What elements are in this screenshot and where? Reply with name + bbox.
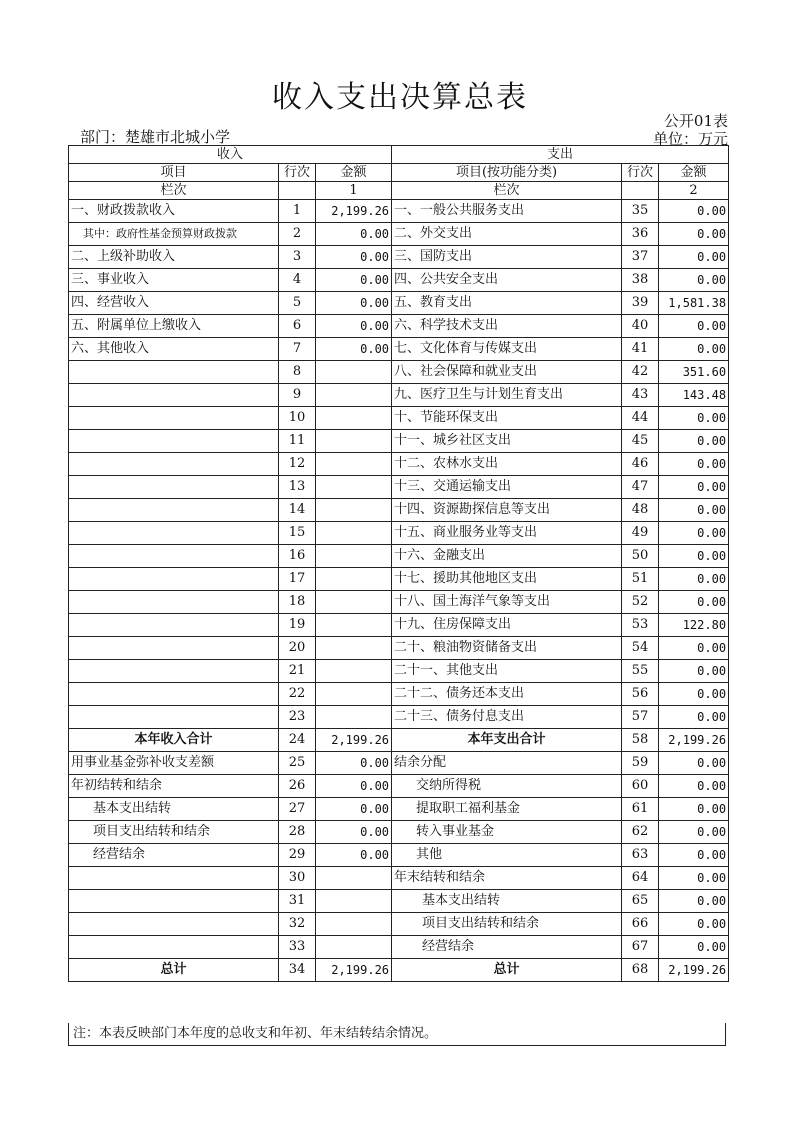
income-amount-cell: 0.00: [316, 315, 392, 338]
income-amount-cell: [316, 936, 392, 959]
income-item-cell: 其中：政府性基金预算财政拨款: [69, 223, 279, 246]
expense-rowno-cell: 44: [622, 407, 659, 430]
income-rowno-cell: 23: [279, 706, 316, 729]
income-item-cell: [69, 545, 279, 568]
expense-amount-cell: 0.00: [659, 913, 729, 936]
expense-rowno-cell: 65: [622, 890, 659, 913]
income-rowno-cell: 22: [279, 683, 316, 706]
expense-amount-cell: 2,199.26: [659, 729, 729, 752]
income-amount-cell: [316, 361, 392, 384]
expense-amount-header: 金额: [659, 164, 729, 182]
income-item-cell: [69, 430, 279, 453]
income-rowno-cell: 1: [279, 200, 316, 223]
expense-rowno-cell: 63: [622, 844, 659, 867]
expense-rowno-cell: 48: [622, 499, 659, 522]
expense-item-cell: 三、国防支出: [392, 246, 622, 269]
income-amount-cell: 0.00: [316, 223, 392, 246]
expense-item-cell: 经营结余: [392, 936, 622, 959]
income-col-blank: [279, 182, 316, 200]
income-amount-cell: [316, 706, 392, 729]
table-row: [69, 315, 729, 338]
income-rowno-cell: 33: [279, 936, 316, 959]
expense-item-cell: 七、文化体育与传媒支出: [392, 338, 622, 361]
income-rowno-cell: 4: [279, 269, 316, 292]
expense-item-cell: 二十一、其他支出: [392, 660, 622, 683]
income-amount-cell: [316, 476, 392, 499]
expense-amount-cell: 0.00: [659, 683, 729, 706]
expense-amount-cell: 122.80: [659, 614, 729, 637]
income-amount-cell: [316, 913, 392, 936]
expense-item-cell: 二十二、债务还本支出: [392, 683, 622, 706]
expense-rowno-cell: 61: [622, 798, 659, 821]
income-rowno-cell: 31: [279, 890, 316, 913]
unit-label: 单位：万元: [652, 130, 728, 148]
income-item-cell: 本年收入合计: [69, 729, 279, 752]
expense-rowno-cell: 39: [622, 292, 659, 315]
income-item-cell: [69, 637, 279, 660]
table-row: [69, 522, 729, 545]
income-rowno-cell: 3: [279, 246, 316, 269]
expense-item-cell: 八、社会保障和就业支出: [392, 361, 622, 384]
table-row: [69, 752, 729, 775]
table-row: [69, 246, 729, 269]
table-row: [69, 407, 729, 430]
expense-rowno-cell: 59: [622, 752, 659, 775]
expense-item-cell: 四、公共安全支出: [392, 269, 622, 292]
income-rowno-cell: 7: [279, 338, 316, 361]
expense-amount-cell: 351.60: [659, 361, 729, 384]
income-item-cell: 一、财政拨款收入: [69, 200, 279, 223]
income-rowno-cell: 19: [279, 614, 316, 637]
income-rowno-cell: 11: [279, 430, 316, 453]
income-amount-cell: 0.00: [316, 798, 392, 821]
income-item-cell: [69, 890, 279, 913]
expense-rowno-cell: 52: [622, 591, 659, 614]
expense-rowno-cell: 46: [622, 453, 659, 476]
expense-rowno-cell: 55: [622, 660, 659, 683]
expense-item-cell: 十二、农林水支出: [392, 453, 622, 476]
income-rowno-cell: 26: [279, 775, 316, 798]
income-item-cell: 基本支出结转: [69, 798, 279, 821]
expense-amount-cell: 0.00: [659, 591, 729, 614]
income-rowno-cell: 32: [279, 913, 316, 936]
expense-item-cell: 十六、金融支出: [392, 545, 622, 568]
expense-amount-cell: 1,581.38: [659, 292, 729, 315]
table-row: [69, 844, 729, 867]
expense-item-cell: 二十三、债务付息支出: [392, 706, 622, 729]
expense-amount-cell: 0.00: [659, 499, 729, 522]
income-item-cell: 用事业基金弥补收支差额: [69, 752, 279, 775]
income-amount-cell: 0.00: [316, 292, 392, 315]
income-rowno-cell: 27: [279, 798, 316, 821]
income-rowno-cell: 10: [279, 407, 316, 430]
income-rowno-cell: 34: [279, 959, 316, 982]
header-row-sections: [69, 146, 729, 164]
expense-item-cell: 十四、资源勘探信息等支出: [392, 499, 622, 522]
expense-item-cell: 十九、住房保障支出: [392, 614, 622, 637]
income-item-cell: [69, 568, 279, 591]
table-row: [69, 200, 729, 223]
table-row: [69, 798, 729, 821]
header-row-columns: [69, 164, 729, 182]
income-rowno-cell: 20: [279, 637, 316, 660]
expense-amount-cell: 0.00: [659, 545, 729, 568]
income-item-cell: [69, 453, 279, 476]
income-item-cell: [69, 591, 279, 614]
table-row: [69, 453, 729, 476]
expense-item-cell: 五、教育支出: [392, 292, 622, 315]
table-row: [69, 269, 729, 292]
income-amount-cell: 2,199.26: [316, 200, 392, 223]
table-row: [69, 775, 729, 798]
income-item-cell: [69, 407, 279, 430]
expense-amount-cell: 0.00: [659, 798, 729, 821]
table-row: [69, 476, 729, 499]
table-row: [69, 729, 729, 752]
expense-amount-cell: 0.00: [659, 476, 729, 499]
expense-rowno-cell: 54: [622, 637, 659, 660]
expense-rowno-cell: 56: [622, 683, 659, 706]
expense-amount-cell: 0.00: [659, 430, 729, 453]
income-rowno-cell: 5: [279, 292, 316, 315]
table-row: [69, 292, 729, 315]
expense-item-cell: 十一、城乡社区支出: [392, 430, 622, 453]
income-amount-cell: [316, 637, 392, 660]
expense-rowno-cell: 40: [622, 315, 659, 338]
income-item-cell: [69, 476, 279, 499]
income-rowno-cell: 17: [279, 568, 316, 591]
income-item-cell: 六、其他收入: [69, 338, 279, 361]
income-amount-header: 金额: [316, 164, 392, 182]
table-note: 注：本表反映部门本年度的总收支和年初、年末结转结余情况。: [68, 1023, 726, 1046]
income-item-cell: 年初结转和结余: [69, 775, 279, 798]
income-amount-cell: [316, 890, 392, 913]
expense-amount-cell: 0.00: [659, 246, 729, 269]
income-amount-cell: 2,199.26: [316, 959, 392, 982]
income-amount-cell: 0.00: [316, 246, 392, 269]
expense-rowno-cell: 53: [622, 614, 659, 637]
income-item-cell: [69, 614, 279, 637]
expense-rowno-cell: 67: [622, 936, 659, 959]
income-rowno-cell: 24: [279, 729, 316, 752]
expense-amount-cell: 0.00: [659, 936, 729, 959]
expense-rowno-cell: 47: [622, 476, 659, 499]
table-row: [69, 614, 729, 637]
expense-amount-cell: 0.00: [659, 269, 729, 292]
expense-item-cell: 二十、粮油物资储备支出: [392, 637, 622, 660]
expense-rowno-cell: 62: [622, 821, 659, 844]
income-item-cell: [69, 384, 279, 407]
expense-amount-cell: 0.00: [659, 752, 729, 775]
income-amount-cell: 0.00: [316, 775, 392, 798]
income-col-label: 栏次: [69, 182, 279, 200]
income-rowno-cell: 6: [279, 315, 316, 338]
income-amount-cell: [316, 499, 392, 522]
income-amount-cell: [316, 614, 392, 637]
income-item-cell: 总计: [69, 959, 279, 982]
department-label: 部门：楚雄市北城小学: [80, 128, 231, 146]
expense-item-cell: 九、医疗卫生与计划生育支出: [392, 384, 622, 407]
expense-rowno-cell: 43: [622, 384, 659, 407]
table-row: [69, 637, 729, 660]
income-rowno-cell: 16: [279, 545, 316, 568]
income-item-cell: 四、经营收入: [69, 292, 279, 315]
table-row: [69, 660, 729, 683]
expense-rowno-cell: 36: [622, 223, 659, 246]
income-amount-cell: [316, 430, 392, 453]
income-col-index: 1: [316, 182, 392, 200]
expense-rowno-cell: 60: [622, 775, 659, 798]
income-rowno-cell: 9: [279, 384, 316, 407]
income-item-cell: [69, 867, 279, 890]
expense-item-cell: 年末结转和结余: [392, 867, 622, 890]
expense-item-cell: 十八、国土海洋气象等支出: [392, 591, 622, 614]
expense-col-blank: [622, 182, 659, 200]
income-item-cell: [69, 499, 279, 522]
page-title: 收入支出决算总表: [272, 80, 528, 115]
income-amount-cell: [316, 545, 392, 568]
income-amount-cell: [316, 453, 392, 476]
income-rowno-cell: 30: [279, 867, 316, 890]
income-item-cell: [69, 683, 279, 706]
expense-col-index: 2: [659, 182, 729, 200]
income-amount-cell: [316, 660, 392, 683]
form-number: 公开01表: [663, 112, 728, 130]
income-rowno-cell: 8: [279, 361, 316, 384]
table-row: [69, 430, 729, 453]
income-item-cell: [69, 660, 279, 683]
income-section-header: 收入: [69, 146, 392, 164]
expense-section-header: 支出: [392, 146, 729, 164]
table-row: [69, 913, 729, 936]
income-rowno-cell: 12: [279, 453, 316, 476]
expense-rowno-cell: 41: [622, 338, 659, 361]
expense-rowno-cell: 35: [622, 200, 659, 223]
expense-rowno-cell: 64: [622, 867, 659, 890]
income-amount-cell: 2,199.26: [316, 729, 392, 752]
table-row: [69, 568, 729, 591]
expense-amount-cell: 0.00: [659, 821, 729, 844]
expense-item-cell: 十五、商业服务业等支出: [392, 522, 622, 545]
table-row: [69, 338, 729, 361]
expense-item-cell: 基本支出结转: [392, 890, 622, 913]
expense-amount-cell: 0.00: [659, 867, 729, 890]
expense-item-cell: 项目支出结转和结余: [392, 913, 622, 936]
expense-amount-cell: 0.00: [659, 660, 729, 683]
expense-item-cell: 结余分配: [392, 752, 622, 775]
income-rowno-cell: 13: [279, 476, 316, 499]
income-amount-cell: [316, 568, 392, 591]
income-rowno-cell: 14: [279, 499, 316, 522]
expense-item-cell: 其他: [392, 844, 622, 867]
expense-rowno-cell: 37: [622, 246, 659, 269]
income-rowno-cell: 29: [279, 844, 316, 867]
income-rowno-cell: 2: [279, 223, 316, 246]
expense-col-label: 栏次: [392, 182, 622, 200]
expense-amount-cell: 0.00: [659, 890, 729, 913]
expense-item-cell: 转入事业基金: [392, 821, 622, 844]
income-amount-cell: 0.00: [316, 338, 392, 361]
expense-amount-cell: 0.00: [659, 522, 729, 545]
income-rowno-cell: 25: [279, 752, 316, 775]
expense-item-cell: 总计: [392, 959, 622, 982]
income-item-cell: [69, 361, 279, 384]
expense-amount-cell: 0.00: [659, 315, 729, 338]
expense-rowno-cell: 45: [622, 430, 659, 453]
table-row: [69, 384, 729, 407]
table-row: [69, 683, 729, 706]
table-row: [69, 499, 729, 522]
table-row: [69, 821, 729, 844]
income-item-cell: 经营结余: [69, 844, 279, 867]
table-row: [69, 890, 729, 913]
table-row: [69, 867, 729, 890]
expense-item-cell: 交纳所得税: [392, 775, 622, 798]
expense-amount-cell: 0.00: [659, 706, 729, 729]
expense-rowno-header: 行次: [622, 164, 659, 182]
income-item-cell: [69, 706, 279, 729]
header-row-column-index: [69, 182, 729, 200]
income-amount-cell: 0.00: [316, 269, 392, 292]
expense-amount-cell: 2,199.26: [659, 959, 729, 982]
expense-rowno-cell: 49: [622, 522, 659, 545]
income-amount-cell: 0.00: [316, 821, 392, 844]
expense-amount-cell: 0.00: [659, 775, 729, 798]
table-row: [69, 959, 729, 982]
income-item-cell: 三、事业收入: [69, 269, 279, 292]
income-amount-cell: [316, 384, 392, 407]
expense-rowno-cell: 66: [622, 913, 659, 936]
income-amount-cell: [316, 591, 392, 614]
income-item-cell: [69, 522, 279, 545]
income-item-cell: [69, 913, 279, 936]
income-item-cell: 二、上级补助收入: [69, 246, 279, 269]
income-item-cell: 项目支出结转和结余: [69, 821, 279, 844]
income-rowno-header: 行次: [279, 164, 316, 182]
income-amount-cell: [316, 522, 392, 545]
income-item-header: 项目: [69, 164, 279, 182]
expense-rowno-cell: 50: [622, 545, 659, 568]
income-rowno-cell: 15: [279, 522, 316, 545]
income-amount-cell: [316, 683, 392, 706]
expense-amount-cell: 143.48: [659, 384, 729, 407]
expense-amount-cell: 0.00: [659, 200, 729, 223]
income-item-cell: 五、附属单位上缴收入: [69, 315, 279, 338]
income-amount-cell: 0.00: [316, 844, 392, 867]
expense-item-cell: 一、一般公共服务支出: [392, 200, 622, 223]
expense-amount-cell: 0.00: [659, 637, 729, 660]
expense-rowno-cell: 38: [622, 269, 659, 292]
expense-item-cell: 二、外交支出: [392, 223, 622, 246]
expense-item-cell: 提取职工福利基金: [392, 798, 622, 821]
expense-item-cell: 本年支出合计: [392, 729, 622, 752]
income-item-cell: [69, 936, 279, 959]
expense-amount-cell: 0.00: [659, 453, 729, 476]
expense-item-cell: 十三、交通运输支出: [392, 476, 622, 499]
expense-rowno-cell: 58: [622, 729, 659, 752]
expense-amount-cell: 0.00: [659, 568, 729, 591]
income-amount-cell: [316, 867, 392, 890]
income-amount-cell: [316, 407, 392, 430]
expense-amount-cell: 0.00: [659, 407, 729, 430]
expense-item-cell: 十、节能环保支出: [392, 407, 622, 430]
table-row: [69, 936, 729, 959]
expense-amount-cell: 0.00: [659, 338, 729, 361]
income-rowno-cell: 18: [279, 591, 316, 614]
expense-amount-cell: 0.00: [659, 223, 729, 246]
table-row: [69, 545, 729, 568]
income-rowno-cell: 21: [279, 660, 316, 683]
expense-amount-cell: 0.00: [659, 844, 729, 867]
budget-summary-table: [68, 145, 729, 982]
expense-rowno-cell: 68: [622, 959, 659, 982]
table-row: [69, 361, 729, 384]
income-rowno-cell: 28: [279, 821, 316, 844]
expense-rowno-cell: 51: [622, 568, 659, 591]
table-row: [69, 223, 729, 246]
table-row: [69, 591, 729, 614]
expense-item-cell: 十七、援助其他地区支出: [392, 568, 622, 591]
expense-rowno-cell: 57: [622, 706, 659, 729]
table-row: [69, 706, 729, 729]
income-amount-cell: 0.00: [316, 752, 392, 775]
expense-item-cell: 六、科学技术支出: [392, 315, 622, 338]
expense-item-header: 项目(按功能分类): [392, 164, 622, 182]
expense-rowno-cell: 42: [622, 361, 659, 384]
